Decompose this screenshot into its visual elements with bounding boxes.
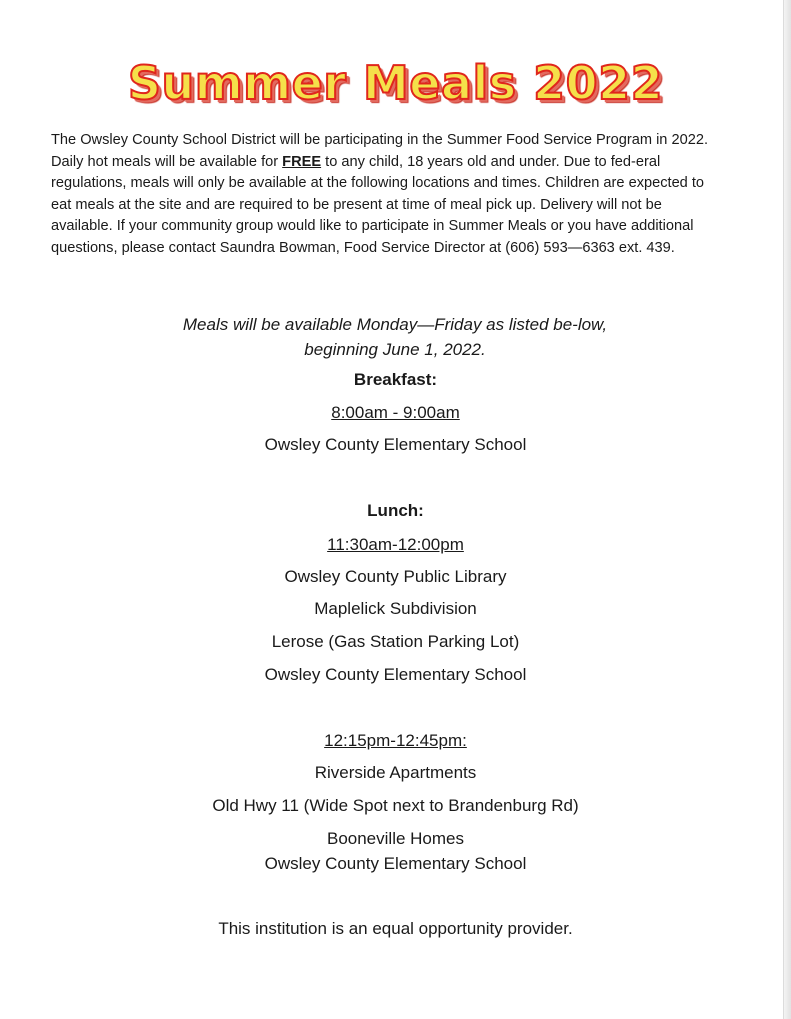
lunch-heading: Lunch: xyxy=(367,501,424,520)
schedule-note: Meals will be available Monday—Friday as listed be-low, beginning June 1, 2022. xyxy=(182,315,608,359)
lunch-session-2-location: Riverside Apartments xyxy=(314,763,477,782)
lunch-session-1-location: Owsley County Public Library xyxy=(284,567,507,586)
lunch-session-1-location: Owsley County Elementary School xyxy=(264,665,527,684)
breakfast-time: 8:00am - 9:00am xyxy=(331,403,460,422)
breakfast-heading: Breakfast: xyxy=(353,370,438,389)
page-title: Summer Meals 2022 xyxy=(127,56,664,110)
lunch-session-2-time: 12:15pm-12:45pm: xyxy=(324,731,467,750)
lunch-session-2-location: Old Hwy 11 (Wide Spot next to Brandenburg Rd) xyxy=(212,796,579,815)
intro-text-part1: The Owsley County School District will be participating in the Summer Food Service Program in 2022. Daily hot meals will be available for xyxy=(51,132,708,170)
breakfast-location: Owsley County Elementary School xyxy=(264,435,527,454)
equal-opportunity-statement: This institution is an equal opportunity provider. xyxy=(218,919,573,938)
lunch-session-1-location: Maplelick Subdivision xyxy=(314,599,477,618)
lunch-session-1-location: Lerose (Gas Station Parking Lot) xyxy=(271,632,520,651)
lunch-session-2-location: Owsley County Elementary School xyxy=(264,854,527,873)
lunch-session-2-location: Booneville Homes xyxy=(326,829,464,848)
free-emphasis: FREE xyxy=(282,153,322,170)
intro-paragraph xyxy=(51,130,725,260)
lunch-session-1-time: 11:30am-12:00pm xyxy=(327,535,464,554)
intro-text-part2: to any child, 18 years old and under. Due to fed-eral regulations, meals will only be available at the following locations and times. Children are expected to eat meals at the site and are required to be present at time of meal pick up. Delivery will not be available. If your community group would like to participate in Summer Meals or you have additional questions, please contact Saundra Bowman, Food Service Director at (606) 593—6363 ext. 439. xyxy=(51,153,705,256)
